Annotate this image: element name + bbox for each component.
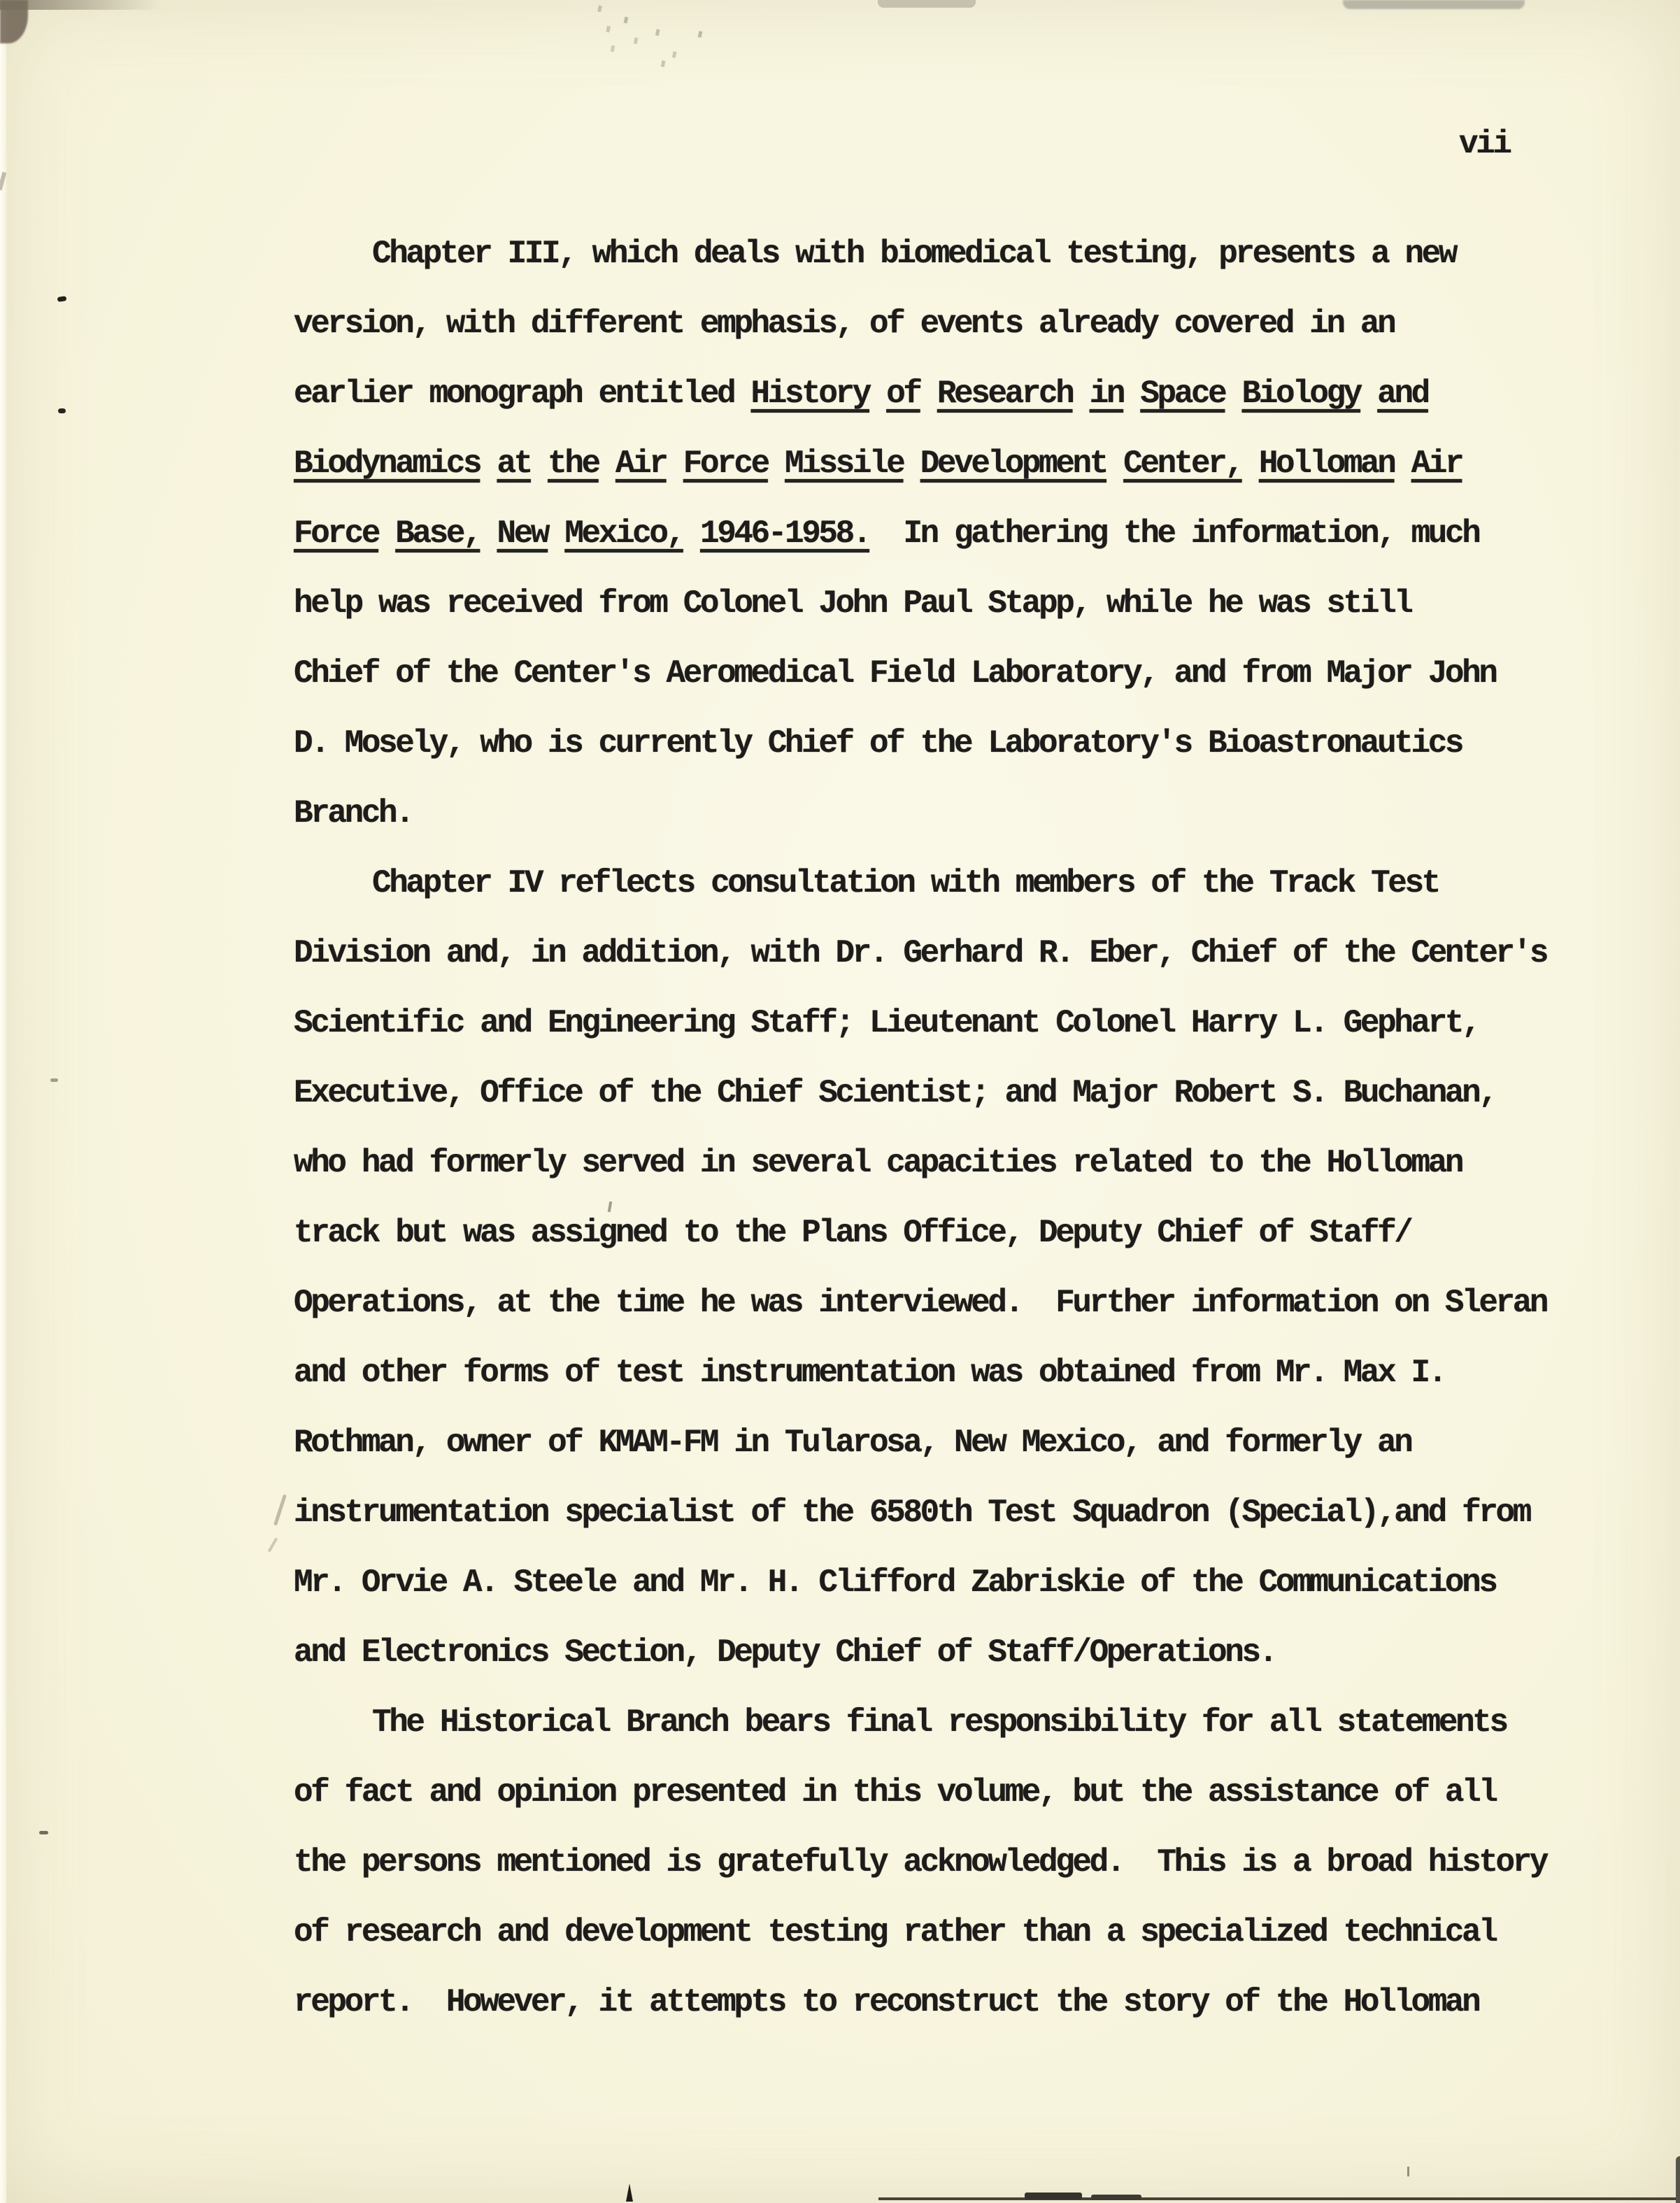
text-segment: and Electronics Section, Deputy Chief of Staff/Operations.: [294, 1634, 1276, 1671]
page-number: vii: [1459, 126, 1510, 162]
text-segment: The Historical Branch bears final responsibility for all statements: [372, 1704, 1507, 1741]
text-segment: Chapter III, which deals with biomedical testing, presents a new: [372, 236, 1456, 272]
text-segment: Scientific and Engineering Staff; Lieutenant Colonel Harry L. Gephart,: [294, 1005, 1479, 1041]
text-segment: Chief of the Center's Aeromedical Field Laboratory, and from Major John: [294, 655, 1496, 692]
underlined-text: Space: [1140, 376, 1225, 412]
text-segment: Rothman, owner of KMAM-FM in Tularosa, New Mexico, and formerly an: [294, 1425, 1411, 1461]
text-segment: In gathering the information, much: [869, 515, 1479, 552]
scan-artifact-margin-mark: [39, 1831, 48, 1834]
text-line: [294, 725, 1609, 795]
text-segment: the persons mentioned is gratefully acknowledged. This is a broad history: [294, 1844, 1547, 1881]
underlined-text: Biodynamics: [294, 445, 480, 482]
scan-artifact-pencil-mark: [268, 1537, 278, 1552]
text-line: [294, 236, 1609, 306]
underlined-text: at: [497, 445, 531, 482]
text-line: [294, 306, 1609, 376]
scan-artifact-bottom-blob: [1091, 2195, 1141, 2200]
text-line: [294, 1774, 1609, 1844]
text-line: [294, 1914, 1609, 1984]
text-line: [294, 1634, 1609, 1704]
text-segment: earlier monograph entitled: [294, 376, 751, 412]
text-segment: [1123, 376, 1140, 412]
text-segment: instrumentation specialist of the 6580th Test Squadron (Special),and from: [294, 1495, 1530, 1531]
underlined-text: Center,: [1123, 445, 1242, 482]
underlined-text: in: [1089, 376, 1124, 412]
underlined-text: Force: [294, 515, 379, 552]
scan-artifact-top-smudge: [1343, 0, 1525, 9]
text-segment: Mr. Orvie A. Steele and Mr. H. Clifford Zabriskie of the Communications: [294, 1564, 1496, 1601]
underlined-text: Holloman: [1258, 445, 1395, 482]
scan-artifact-bottom-blob: [1025, 2193, 1082, 2200]
text-line: [294, 1704, 1609, 1774]
text-segment: [667, 445, 683, 482]
scan-artifact-speck-cluster: [597, 6, 602, 13]
underlined-text: and: [1377, 376, 1428, 412]
text-segment: [1106, 445, 1123, 482]
text-segment: version, with different emphasis, of events already covered in an: [294, 306, 1395, 342]
scan-artifact-margin-mark: [57, 296, 67, 302]
text-segment: [920, 376, 937, 412]
text-line: [294, 1495, 1609, 1564]
text-segment: who had formerly served in several capacities related to the Holloman: [294, 1145, 1462, 1181]
underlined-text: Mexico,: [564, 515, 683, 552]
scan-artifact-margin-mark: [58, 408, 66, 413]
underlined-text: New: [497, 515, 548, 552]
text-segment: of fact and opinion presented in this volume, but the assistance of all: [294, 1774, 1496, 1811]
text-segment: [869, 376, 886, 412]
text-segment: Executive, Office of the Chief Scientist; and Major Robert S. Buchanan,: [294, 1075, 1496, 1111]
underlined-text: Missile: [785, 445, 904, 482]
text-line: [294, 1285, 1609, 1355]
text-line: [294, 376, 1609, 445]
text-line: [294, 1005, 1609, 1075]
text-segment: Operations, at the time he was interviewed. Further information on Sleran: [294, 1285, 1547, 1321]
underlined-text: Base,: [395, 515, 480, 552]
text-segment: [378, 515, 395, 552]
text-segment: [1394, 445, 1411, 482]
text-segment: and other forms of test instrumentation was obtained from Mr. Max I.: [294, 1355, 1445, 1391]
text-segment: [1072, 376, 1089, 412]
scan-artifact-right-edge: [1676, 2156, 1680, 2203]
text-line: [294, 445, 1609, 515]
text-segment: [768, 445, 785, 482]
underlined-text: Biology: [1241, 376, 1361, 412]
text-segment: [548, 515, 564, 552]
underlined-text: Force: [683, 445, 768, 482]
scan-artifact-margin-mark: [50, 1078, 58, 1082]
text-line: [294, 655, 1609, 725]
text-line: [294, 1215, 1609, 1285]
text-segment: [1360, 376, 1377, 412]
text-segment: [531, 445, 548, 482]
text-line: [294, 1984, 1609, 2054]
text-line: [294, 935, 1609, 1005]
text-body: [294, 236, 1609, 2054]
text-line: [294, 1355, 1609, 1425]
text-line: [294, 1075, 1609, 1145]
underlined-text: of: [886, 376, 920, 412]
text-line: [294, 1564, 1609, 1634]
text-segment: [1242, 445, 1259, 482]
text-segment: help was received from Colonel John Paul Stapp, while he was still: [294, 585, 1411, 622]
text-line: [294, 585, 1609, 655]
underlined-text: Air: [615, 445, 667, 482]
underlined-text: Research: [937, 376, 1073, 412]
scan-artifact-bottom-line: [878, 2197, 1680, 2200]
scan-artifact-left-edge: [0, 0, 6, 2203]
text-line: [294, 1425, 1609, 1495]
underlined-text: Development: [920, 445, 1106, 482]
text-segment: [480, 515, 497, 552]
underlined-text: Air: [1411, 445, 1462, 482]
text-line: [294, 865, 1609, 935]
text-line: [294, 795, 1609, 865]
text-segment: of research and development testing rather than a specialized technical: [294, 1914, 1496, 1951]
text-segment: Branch.: [294, 795, 413, 832]
text-line: [294, 1844, 1609, 1914]
text-line: [294, 1145, 1609, 1215]
text-segment: [903, 445, 920, 482]
scan-artifact-bottom-tick: [1407, 2167, 1409, 2176]
underlined-text: 1946-1958.: [700, 515, 870, 552]
scan-artifact-top-edge: [0, 0, 161, 10]
underlined-text: the: [548, 445, 599, 482]
text-segment: [480, 445, 497, 482]
text-segment: Division and, in addition, with Dr. Gerhard R. Eber, Chief of the Center's: [294, 935, 1547, 971]
text-segment: [599, 445, 615, 482]
text-segment: D. Mosely, who is currently Chief of the Laboratory's Bioastronautics: [294, 725, 1462, 762]
text-segment: Chapter IV reflects consultation with members of the Track Test: [372, 865, 1439, 901]
text-line: [294, 515, 1609, 585]
scan-artifact-bottom-notch: [626, 2183, 633, 2202]
text-segment: [683, 515, 700, 552]
text-segment: [1225, 376, 1241, 412]
text-segment: track but was assigned to the Plans Office, Deputy Chief of Staff/: [294, 1215, 1411, 1251]
text-segment: report. However, it attempts to reconstruct the story of the Holloman: [294, 1984, 1479, 2020]
underlined-text: History: [750, 376, 869, 412]
scan-artifact-top-smudge: [878, 0, 976, 8]
scan-artifact-pencil-mark: [273, 1494, 287, 1525]
